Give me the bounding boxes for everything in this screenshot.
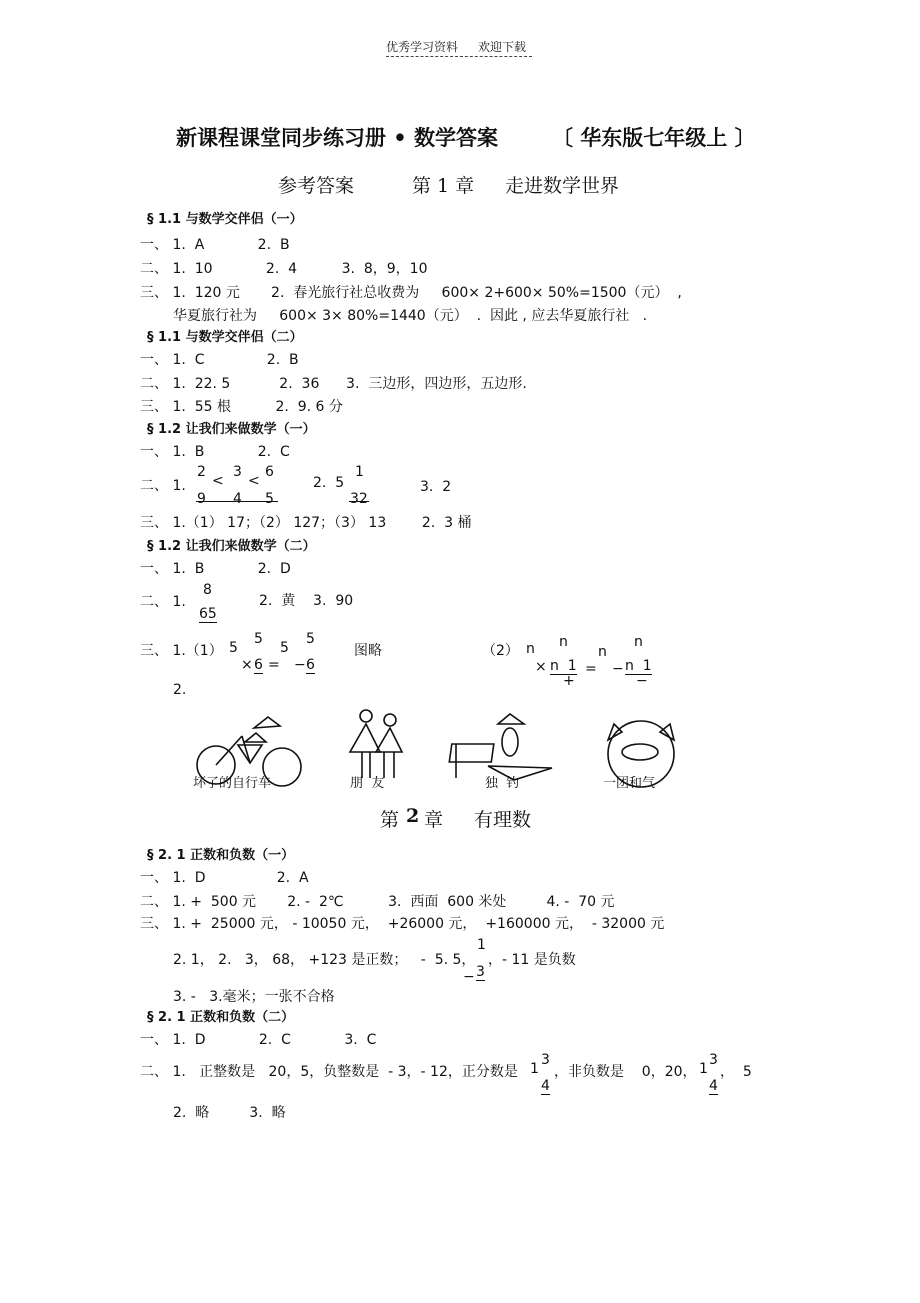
- friends-figure: [350, 710, 402, 778]
- plus-sign: +: [563, 673, 575, 689]
- page-edition: 〔 华东版七年级上 〕: [552, 125, 756, 150]
- section-heading: § 2. 1 正数和负数（二）: [147, 1010, 295, 1025]
- denominator: 3: [476, 964, 485, 980]
- numerator: 5: [306, 631, 315, 647]
- denominator: n 1: [625, 658, 652, 674]
- answer-row-prefix: 二、 1.: [140, 478, 186, 494]
- numerator: 3: [541, 1052, 550, 1068]
- equals-sign: =: [585, 661, 597, 677]
- chapter2-name: 有理数: [474, 809, 532, 831]
- numeral: 5: [229, 640, 238, 656]
- answer-row: 三、 1. + 25000 元， - 10050 元， +26000 元， +160000 元， - 32000 元: [140, 916, 665, 932]
- answer-row: 一、 1. D 2. C 3. C: [140, 1032, 377, 1048]
- header-left: 优秀学习资料: [386, 40, 459, 54]
- answer-item: 3. 2: [420, 479, 452, 495]
- answer-item: 2.: [173, 682, 187, 698]
- equals-sign: =: [268, 657, 280, 673]
- answer-row: 一、 1. A 2. B: [140, 237, 290, 253]
- answer-item: 2. 黄 3. 90: [259, 593, 354, 609]
- times-sign: ×: [535, 659, 547, 675]
- figure-caption: 朋 友: [350, 776, 385, 791]
- answer-row: 三、 1.（1） 17；（2） 127；（3） 13 2. 3 桶: [140, 515, 472, 531]
- answer-row: 一、 1. C 2. B: [140, 352, 299, 368]
- figure-caption: 一团和气: [603, 776, 656, 791]
- answer-row: 二、 1. + 500 元 2. - 2℃ 3. 西面 600 米处 4. - 70 元: [140, 894, 615, 910]
- numeral: n: [526, 641, 535, 657]
- header-right: 欢迎下载: [478, 40, 527, 54]
- answer-row: 一、 1. D 2. A: [140, 870, 309, 886]
- section-heading: § 1.1 与数学交伴侣（一）: [147, 212, 303, 227]
- chapter2-num: 2: [406, 805, 420, 827]
- numerator: n: [559, 634, 568, 650]
- chapter1-name: 走进数学世界: [505, 175, 620, 197]
- numerator: 3: [233, 464, 242, 480]
- numerator: 2: [197, 464, 206, 480]
- answer-row: 2. 1， 2. 3， 68， +123 是正数； - 5. 5，: [173, 952, 476, 968]
- fraction-bar: [196, 501, 278, 502]
- section-heading: § 2. 1 正数和负数（一）: [147, 848, 295, 863]
- answer-item: 图略: [354, 643, 382, 659]
- answer-item: （2）: [482, 643, 519, 659]
- answer-row: 3. - 3.毫米；一张不合格: [173, 989, 335, 1005]
- section-heading: § 1.1 与数学交伴侣（二）: [147, 330, 303, 345]
- minus-sign: −: [463, 969, 475, 985]
- page-title: 新课程课堂同步练习册 • 数学答案: [176, 125, 499, 150]
- header-divider: [386, 56, 532, 57]
- denominator: 9: [197, 491, 206, 507]
- numerator: 5: [254, 631, 263, 647]
- fishing-figure: [449, 714, 552, 780]
- denominator: n 1: [550, 658, 577, 674]
- denominator: 4: [541, 1078, 550, 1094]
- answer-row-prefix: 三、 1.（1）: [140, 643, 223, 659]
- numeral: 5: [280, 640, 289, 656]
- section-heading: § 1.2 让我们来做数学（一）: [147, 422, 316, 437]
- numerator: 1: [355, 464, 364, 480]
- answer-row: 一、 1. B 2. D: [140, 561, 291, 577]
- minus-sign: −: [636, 673, 648, 689]
- answer-row: 三、 1. 120 元 2. 春光旅行社总收费为 600× 2+600× 50%=1500（元） ,: [140, 285, 682, 301]
- minus-sign: −: [294, 657, 306, 673]
- mixed-whole: 1: [699, 1061, 708, 1077]
- answer-row: 二、 1. 10 2. 4 3. 8，9，10: [140, 261, 428, 277]
- numerator: 1: [477, 937, 486, 953]
- denominator: 4: [709, 1078, 718, 1094]
- chapter2-num-post: 章: [424, 809, 444, 831]
- denominator: 6: [254, 657, 263, 673]
- denominator: 6: [306, 657, 315, 673]
- figure-caption: 坏了的自行车: [193, 776, 272, 791]
- answer-row: ，非负数是 0，20，: [554, 1064, 697, 1080]
- answer-row-prefix: 二、 1.: [140, 594, 186, 610]
- numerator: 8: [203, 582, 212, 598]
- answer-row: ， 5: [720, 1064, 752, 1080]
- answers-label: 参考答案: [278, 175, 355, 197]
- denominator: 5: [265, 491, 274, 507]
- fraction-bar: [349, 501, 369, 502]
- answer-item: 2. 5: [313, 475, 345, 491]
- answer-row: 2. 略 3. 略: [173, 1105, 286, 1121]
- figure-caption: 独 钓: [485, 776, 520, 791]
- chapter2-num-pre: 第: [380, 809, 400, 831]
- less-than: <: [248, 473, 260, 489]
- answer-row: 一、 1. B 2. C: [140, 444, 290, 460]
- minus-sign: −: [612, 661, 624, 677]
- answer-row: 三、 1. 55 根 2. 9. 6 分: [140, 399, 343, 415]
- numeral: n: [598, 644, 607, 660]
- mixed-whole: 1: [530, 1061, 539, 1077]
- answer-row: 二、 1. 22. 5 2. 36 3. 三边形，四边形，五边形.: [140, 376, 527, 392]
- answer-row: 二、 1. 正整数是 20，5，负整数是 - 3，- 12，正分数是: [140, 1064, 518, 1080]
- denominator: 4: [233, 491, 242, 507]
- numerator: 3: [709, 1052, 718, 1068]
- answer-row: 华夏旅行社为 600× 3× 80%=1440（元） . 因此 , 应去华夏旅行社 .: [173, 308, 648, 324]
- numerator: n: [634, 634, 643, 650]
- less-than: <: [212, 473, 224, 489]
- denominator: 65: [199, 606, 217, 622]
- numerator: 6: [265, 464, 274, 480]
- chapter1-num: 第 1 章: [412, 175, 475, 197]
- times-sign: ×: [241, 657, 253, 673]
- answer-row: ，- 11 是负数: [488, 952, 576, 968]
- denominator: 32: [350, 491, 368, 507]
- section-heading: § 1.2 让我们来做数学（二）: [147, 539, 316, 554]
